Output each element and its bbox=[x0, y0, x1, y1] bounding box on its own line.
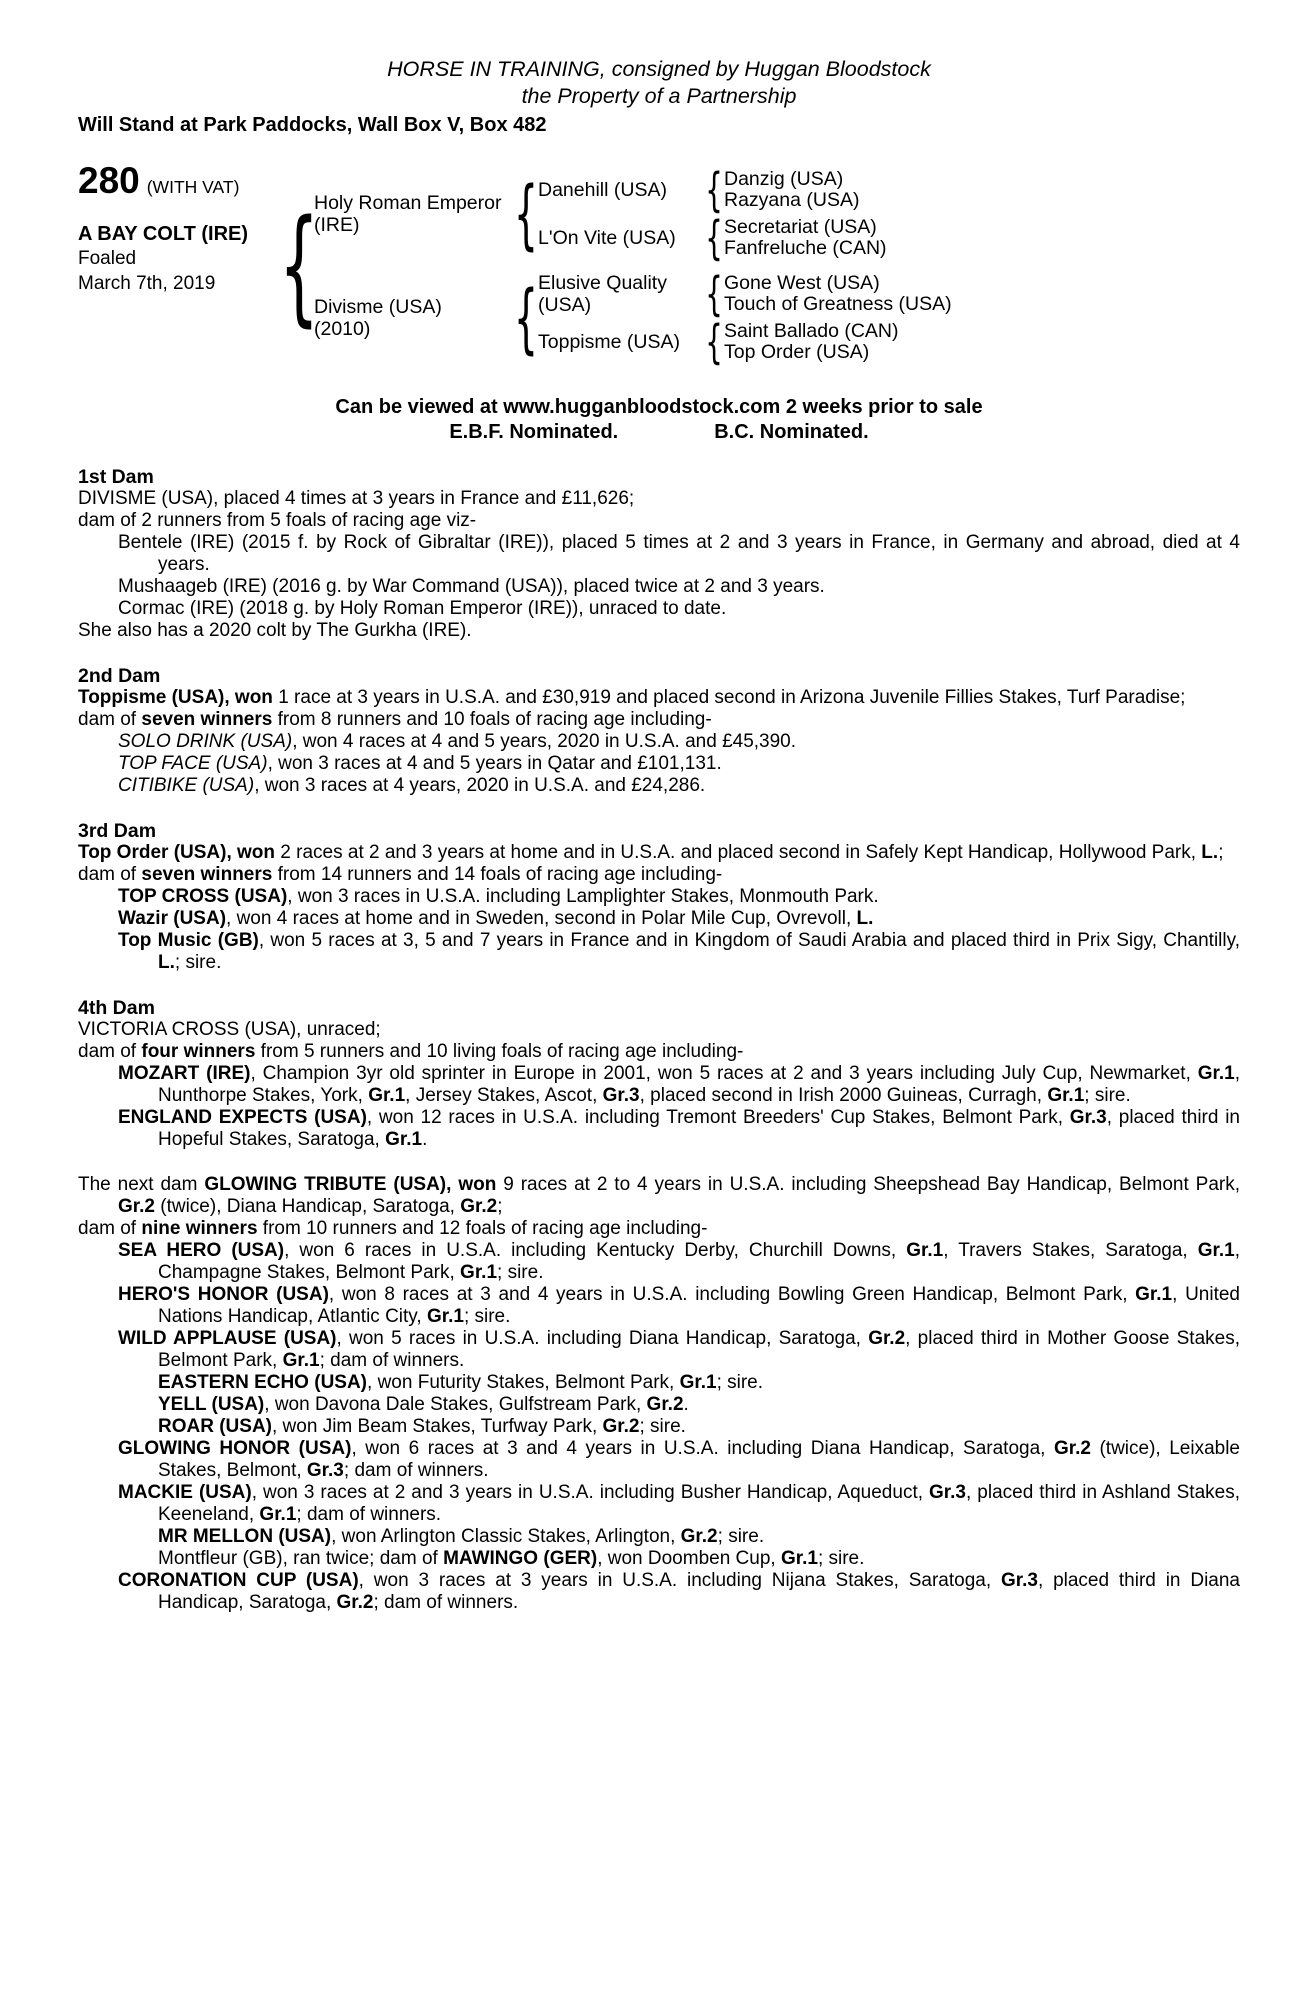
text-segment: , Nunthorpe Stakes, York, bbox=[158, 1063, 1241, 1106]
text-segment: 1 race at 3 years in U.S.A. and £30,919 and placed second in Arizona Juvenile Fillies Stakes, Turf Paradise; bbox=[272, 687, 1186, 708]
text-segment: ; dam of winners. bbox=[343, 1460, 489, 1481]
text-segment: , won 4 races at 4 and 5 years, 2020 in U.S.A. and £45,390. bbox=[292, 731, 797, 752]
text-segment: Gr.1 bbox=[1197, 1240, 1235, 1261]
text-segment: , won 3 races at 2 and 3 years in U.S.A. including Busher Handicap, Aqueduct, bbox=[251, 1482, 930, 1503]
foaled-date: March 7th, 2019 bbox=[78, 273, 216, 294]
brace-icon: { bbox=[513, 273, 539, 362]
text-segment: L. bbox=[158, 952, 175, 973]
pedigree-name-line: (IRE) bbox=[314, 214, 360, 236]
paragraph bbox=[78, 598, 1240, 620]
grandparent-pair bbox=[724, 273, 952, 315]
brace-icon: { bbox=[278, 192, 320, 339]
text-segment: Montfleur (GB), ran twice; dam of bbox=[158, 1548, 444, 1569]
text-segment: Top Music (GB) bbox=[118, 930, 259, 951]
grandparent-pair bbox=[724, 217, 887, 259]
text-segment: . bbox=[683, 1394, 689, 1415]
text-segment: Gr.2 bbox=[680, 1526, 718, 1547]
text-segment: nine winners bbox=[141, 1218, 258, 1239]
sire-row bbox=[314, 267, 952, 369]
pedigree-parent bbox=[538, 272, 704, 316]
text-segment: , won 3 races in U.S.A. including Lamplighter Stakes, Monmouth Park. bbox=[287, 886, 879, 907]
consignor-line: HORSE IN TRAINING, consigned by Huggan Bloodstock bbox=[387, 57, 931, 81]
text-segment: GLOWING HONOR (USA) bbox=[118, 1438, 352, 1459]
text-segment: ; sire. bbox=[174, 952, 222, 973]
paragraph bbox=[78, 864, 1240, 886]
lot-pedigree-area bbox=[78, 162, 1240, 370]
paragraph bbox=[78, 1570, 1240, 1614]
text-segment: Toppisme (USA), won bbox=[78, 687, 273, 708]
text-segment: , Champion 3yr old sprinter in Europe in 2001, won 5 races at 2 and 3 years including July Cup, Newmarket, bbox=[250, 1063, 1198, 1084]
pedigree-grandparent bbox=[724, 238, 887, 259]
paragraph bbox=[78, 1372, 1240, 1394]
text-segment: dam of bbox=[78, 1218, 142, 1239]
text-segment: , won Futurity Stakes, Belmont Park, bbox=[367, 1372, 680, 1393]
text-segment: from 5 runners and 10 living foals of racing age including- bbox=[255, 1041, 744, 1062]
text-segment: , won Jim Beam Stakes, Turfway Park, bbox=[272, 1416, 603, 1437]
dam-section bbox=[78, 466, 1240, 642]
brace-icon: { bbox=[513, 169, 539, 258]
section-heading: 2nd Dam bbox=[78, 665, 161, 687]
paragraph bbox=[78, 1394, 1240, 1416]
text-segment: CITIBIKE (USA) bbox=[118, 775, 255, 796]
pedigree-grandparent bbox=[724, 169, 859, 190]
pedigree-grandparent bbox=[724, 217, 887, 238]
text-segment: TOP CROSS (USA) bbox=[118, 886, 288, 907]
lot-number-row bbox=[78, 160, 284, 201]
text-segment: Gr.3 bbox=[1000, 1570, 1038, 1591]
paragraph bbox=[78, 576, 1240, 598]
text-segment: from 14 runners and 14 foals of racing age including- bbox=[272, 864, 723, 885]
text-segment: dam of 2 runners from 5 foals of racing age viz- bbox=[78, 510, 477, 531]
text-segment: , won Doomben Cup, bbox=[597, 1548, 781, 1569]
text-segment: Wazir (USA) bbox=[118, 908, 227, 929]
foaled-label: Foaled bbox=[78, 248, 137, 269]
text-segment: from 8 runners and 10 foals of racing age including- bbox=[272, 709, 712, 730]
text-segment: WILD APPLAUSE (USA) bbox=[118, 1328, 337, 1349]
text-segment: Gr.2 bbox=[868, 1328, 906, 1349]
pedigree-name-line: Elusive Quality bbox=[538, 272, 667, 294]
text-segment: , won 3 races at 3 years in U.S.A. including Nijana Stakes, Saratoga, bbox=[358, 1570, 1001, 1591]
paragraph bbox=[78, 775, 1240, 797]
text-segment: ; sire. bbox=[716, 1372, 764, 1393]
text-segment: , placed third in Ashland Stakes, Keeneland, bbox=[158, 1482, 1241, 1525]
text-segment: Gr.1 bbox=[1135, 1284, 1173, 1305]
text-segment: ; sire. bbox=[717, 1526, 765, 1547]
text-segment: ; sire. bbox=[639, 1416, 686, 1437]
paragraph bbox=[78, 1107, 1240, 1151]
paragraph bbox=[78, 842, 1240, 864]
pedigree-name-line: Holy Roman Emperor bbox=[314, 192, 502, 214]
text-segment: , won 4 races at home and in Sweden, second in Polar Mile Cup, Ovrevoll, bbox=[226, 908, 857, 929]
paragraph bbox=[78, 1174, 1240, 1218]
text-segment: Gr.2 bbox=[1053, 1438, 1091, 1459]
paragraph bbox=[78, 1240, 1240, 1284]
dam-section bbox=[78, 997, 1240, 1151]
pedigree-grandparent bbox=[724, 294, 952, 315]
paragraph bbox=[78, 709, 1240, 731]
text-segment: , placed third in Diana Handicap, Saratoga, bbox=[158, 1570, 1240, 1613]
pedigree-name-line: Gone West (USA) bbox=[724, 272, 880, 294]
text-segment: MOZART (IRE) bbox=[118, 1063, 251, 1084]
text-segment: Gr.2 bbox=[646, 1394, 684, 1415]
paragraph bbox=[78, 1063, 1240, 1107]
paragraph bbox=[78, 1328, 1240, 1372]
paragraph bbox=[78, 1548, 1240, 1570]
text-segment: YELL (USA) bbox=[158, 1394, 265, 1415]
dam-section bbox=[78, 1174, 1240, 1614]
parent-row bbox=[538, 315, 952, 369]
text-segment: ; dam of winners. bbox=[296, 1504, 442, 1525]
pedigree-name-line: Saint Ballado (CAN) bbox=[724, 320, 899, 342]
text-segment: , won 5 races in U.S.A. including Diana Handicap, Saratoga, bbox=[336, 1328, 869, 1349]
brace-icon: { bbox=[705, 211, 723, 265]
pedigree-grandparent bbox=[724, 273, 952, 294]
dam-section bbox=[78, 820, 1240, 974]
text-segment: , Jersey Stakes, Ascot, bbox=[405, 1085, 603, 1106]
paragraph bbox=[78, 1526, 1240, 1548]
text-segment: from 10 runners and 12 foals of racing age including- bbox=[257, 1218, 708, 1239]
paragraph bbox=[78, 1284, 1240, 1328]
text-segment: , placed second in Irish 2000 Guineas, Curragh, bbox=[639, 1085, 1048, 1106]
text-segment: The next dam bbox=[78, 1174, 205, 1195]
sire-column bbox=[314, 162, 952, 370]
text-segment: L. bbox=[1201, 842, 1219, 863]
text-segment: , won 12 races in U.S.A. including Tremont Breeders' Cup Stakes, Belmont Park, bbox=[366, 1107, 1070, 1128]
text-segment: MACKIE (USA) bbox=[118, 1482, 252, 1503]
text-segment: Gr.2 bbox=[118, 1196, 155, 1217]
text-segment: Gr.3 bbox=[929, 1482, 966, 1503]
text-segment: , placed third in Mother Goose Stakes, Belmont Park, bbox=[158, 1328, 1241, 1371]
paragraph bbox=[78, 930, 1240, 974]
text-segment: , Champagne Stakes, Belmont Park, bbox=[158, 1240, 1240, 1283]
colt-name: A BAY COLT (IRE) bbox=[78, 223, 249, 245]
text-segment: . bbox=[422, 1129, 428, 1150]
text-segment: , won 3 races at 4 years, 2020 in U.S.A. and £24,286. bbox=[254, 775, 706, 796]
text-segment: Gr.1 bbox=[906, 1240, 944, 1261]
text-segment: , Travers Stakes, Saratoga, bbox=[943, 1240, 1198, 1261]
parent-column bbox=[538, 163, 887, 265]
text-segment: ; bbox=[497, 1196, 503, 1217]
paragraph bbox=[78, 1019, 1240, 1041]
paragraph bbox=[78, 488, 1240, 510]
paragraph bbox=[78, 753, 1240, 775]
paragraph bbox=[78, 1416, 1240, 1438]
pedigree-grandparent bbox=[724, 321, 899, 342]
sire-row bbox=[314, 163, 952, 265]
pedigree-name-line: Top Order (USA) bbox=[724, 341, 870, 363]
text-segment: MR MELLON (USA) bbox=[158, 1526, 332, 1547]
text-segment: HERO'S HONOR (USA) bbox=[118, 1284, 329, 1305]
paragraph bbox=[78, 908, 1240, 930]
text-segment: EASTERN ECHO (USA) bbox=[158, 1372, 368, 1393]
paragraph bbox=[78, 1438, 1240, 1482]
property-line: the Property of a Partnership bbox=[521, 84, 797, 108]
lot-number: 280 bbox=[78, 160, 140, 201]
text-segment: ; dam of winners. bbox=[373, 1592, 519, 1613]
pedigree-grandparent bbox=[724, 190, 859, 211]
text-segment: ; sire. bbox=[817, 1548, 865, 1569]
text-segment: , won Davona Dale Stakes, Gulfstream Park, bbox=[264, 1394, 647, 1415]
text-segment: SOLO DRINK (USA) bbox=[118, 731, 293, 752]
dam-section bbox=[78, 665, 1240, 797]
text-segment: Gr.1 bbox=[282, 1350, 320, 1371]
text-segment: Mushaageb (IRE) (2016 g. by War Command (USA)), placed twice at 2 and 3 years. bbox=[118, 576, 825, 597]
section-heading: 4th Dam bbox=[78, 997, 155, 1019]
text-segment: 2 races at 2 and 3 years at home and in U.S.A. and placed second in Safely Kept Handicap, Hollywood Park, bbox=[275, 842, 1202, 863]
text-segment: She also has a 2020 colt by The Gurkha (IRE). bbox=[78, 620, 472, 641]
text-segment: , won 3 races at 4 and 5 years in Qatar and £101,131. bbox=[267, 753, 722, 774]
text-segment: Bentele (IRE) (2015 f. by Rock of Gibraltar (IRE)), placed 5 times at 2 and 3 years in France, in Germany and abroad, died at 4 years. bbox=[118, 532, 1240, 575]
text-segment: , won 5 races at 3, 5 and 7 years in France and in Kingdom of Saudi Arabia and placed third in Prix Sigy, Chantilly, bbox=[258, 930, 1240, 951]
text-segment: L. bbox=[856, 908, 874, 929]
text-segment: ; sire. bbox=[1084, 1085, 1131, 1106]
text-segment: VICTORIA CROSS (USA), unraced; bbox=[78, 1019, 381, 1040]
ebf-nominated: E.B.F. Nominated. bbox=[449, 421, 619, 443]
pedigree-name-line: Fanfreluche (CAN) bbox=[724, 237, 887, 259]
text-segment: , placed third in Hopeful Stakes, Saratoga, bbox=[158, 1107, 1240, 1150]
pedigree-name-line: L'On Vite (USA) bbox=[538, 227, 676, 249]
paragraph bbox=[78, 532, 1240, 576]
text-segment: Gr.1 bbox=[259, 1504, 297, 1525]
paragraph bbox=[78, 1041, 1240, 1063]
pedigree-name-line: Secretariat (USA) bbox=[724, 216, 877, 238]
text-segment: Gr.3 bbox=[1069, 1107, 1107, 1128]
text-segment: dam of bbox=[78, 709, 142, 730]
text-segment: , won 6 races in U.S.A. including Kentucky Derby, Churchill Downs, bbox=[284, 1240, 907, 1261]
text-segment: Gr.1 bbox=[460, 1262, 498, 1283]
text-segment: ; sire. bbox=[463, 1306, 511, 1327]
vat-label: (WITH VAT) bbox=[146, 177, 240, 197]
text-segment: Gr.1 bbox=[426, 1306, 464, 1327]
text-segment: Gr.3 bbox=[602, 1085, 640, 1106]
text-segment: SEA HERO (USA) bbox=[118, 1240, 285, 1261]
text-segment: dam of bbox=[78, 864, 142, 885]
pedigree-parent bbox=[538, 179, 704, 201]
paragraph bbox=[78, 886, 1240, 908]
pedigree-sire bbox=[314, 192, 514, 236]
parent-row bbox=[538, 267, 952, 321]
text-segment: seven winners bbox=[141, 864, 273, 885]
section-heading: 3rd Dam bbox=[78, 820, 157, 842]
text-segment: (twice), Diana Handicap, Saratoga, bbox=[154, 1196, 461, 1217]
pedigree-parent bbox=[538, 227, 704, 249]
paragraph bbox=[78, 687, 1240, 709]
text-segment: seven winners bbox=[141, 709, 273, 730]
text-segment: Gr.1 bbox=[368, 1085, 406, 1106]
paragraph bbox=[78, 731, 1240, 753]
sections bbox=[78, 466, 1240, 1614]
text-segment: Gr.3 bbox=[306, 1460, 344, 1481]
parent-row bbox=[538, 163, 887, 217]
text-segment: (twice), Leixable Stakes, Belmont, bbox=[158, 1438, 1240, 1481]
text-segment: 9 races at 2 to 4 years in U.S.A. including Sheepshead Bay Handicap, Belmont Park, bbox=[496, 1174, 1240, 1195]
pedigree-grandparent bbox=[724, 342, 899, 363]
pedigree-tree bbox=[278, 162, 1240, 370]
text-segment: ROAR (USA) bbox=[158, 1416, 272, 1437]
text-segment: ENGLAND EXPECTS (USA) bbox=[118, 1107, 367, 1128]
text-segment: Top Order (USA), won bbox=[78, 842, 276, 863]
text-segment: ; sire. bbox=[497, 1262, 544, 1283]
grandparent-pair bbox=[724, 169, 859, 211]
pedigree-name-line: Razyana (USA) bbox=[724, 189, 860, 211]
text-segment: Gr.1 bbox=[1047, 1085, 1085, 1106]
stand-location-line: Will Stand at Park Paddocks, Wall Box V, Box 482 bbox=[78, 114, 547, 136]
text-segment: TOP FACE (USA) bbox=[118, 753, 268, 774]
text-segment: Gr.1 bbox=[1197, 1063, 1235, 1084]
paragraph bbox=[78, 1218, 1240, 1240]
text-segment: Gr.2 bbox=[336, 1592, 374, 1613]
parent-column bbox=[538, 267, 952, 369]
pedigree-name-line: Divisme (USA) bbox=[314, 296, 442, 318]
bc-nominated: B.C. Nominated. bbox=[714, 421, 869, 443]
text-segment: four winners bbox=[141, 1041, 256, 1062]
text-segment: DIVISME (USA), placed 4 times at 3 years in France and £11,626; bbox=[78, 488, 635, 509]
text-segment: , United Nations Handicap, Atlantic City, bbox=[158, 1284, 1240, 1327]
text-segment: , won 8 races at 3 and 4 years in U.S.A. including Bowling Green Handicap, Belmont Park, bbox=[328, 1284, 1136, 1305]
viewing-notice: Can be viewed at www.hugganbloodstock.com 2 weeks prior to sale bbox=[335, 396, 983, 418]
grandparent-pair bbox=[724, 321, 899, 363]
brace-icon: { bbox=[705, 315, 723, 369]
text-segment: , won 6 races at 3 and 4 years in U.S.A. including Diana Handicap, Saratoga, bbox=[351, 1438, 1054, 1459]
pedigree-name-line: Touch of Greatness (USA) bbox=[724, 293, 952, 315]
brace-icon: { bbox=[705, 267, 723, 321]
pedigree-name-line: (2010) bbox=[314, 318, 371, 340]
pedigree-sire bbox=[314, 296, 514, 340]
pedigree-name-line: (USA) bbox=[538, 294, 592, 316]
text-segment: Gr.2 bbox=[602, 1416, 640, 1437]
paragraph bbox=[78, 510, 1240, 532]
text-segment: Gr.2 bbox=[460, 1196, 498, 1217]
text-segment: ; bbox=[1218, 842, 1224, 863]
pedigree-parent bbox=[538, 331, 704, 353]
paragraph bbox=[78, 620, 1240, 642]
lot-info bbox=[78, 162, 284, 295]
pedigree-name-line: Danzig (USA) bbox=[724, 168, 844, 190]
text-segment: Gr.1 bbox=[385, 1129, 423, 1150]
parent-row bbox=[538, 211, 887, 265]
section-heading: 1st Dam bbox=[78, 466, 154, 488]
brace-icon: { bbox=[705, 163, 723, 217]
text-segment: dam of bbox=[78, 1041, 142, 1062]
text-segment: ; dam of winners. bbox=[319, 1350, 465, 1371]
text-segment: Gr.1 bbox=[780, 1548, 818, 1569]
pedigree-name-line: Toppisme (USA) bbox=[538, 331, 680, 353]
text-segment: CORONATION CUP (USA) bbox=[118, 1570, 359, 1591]
text-segment: GLOWING TRIBUTE (USA), won bbox=[204, 1174, 497, 1195]
paragraph bbox=[78, 1482, 1240, 1526]
nomination-line bbox=[78, 421, 1240, 443]
text-segment: Gr.1 bbox=[679, 1372, 717, 1393]
text-segment: MAWINGO (GER) bbox=[443, 1548, 598, 1569]
pedigree-name-line: Danehill (USA) bbox=[538, 179, 667, 201]
text-segment: , won Arlington Classic Stakes, Arlington, bbox=[331, 1526, 681, 1547]
text-segment: Cormac (IRE) (2018 g. by Holy Roman Emperor (IRE)), unraced to date. bbox=[118, 598, 727, 619]
